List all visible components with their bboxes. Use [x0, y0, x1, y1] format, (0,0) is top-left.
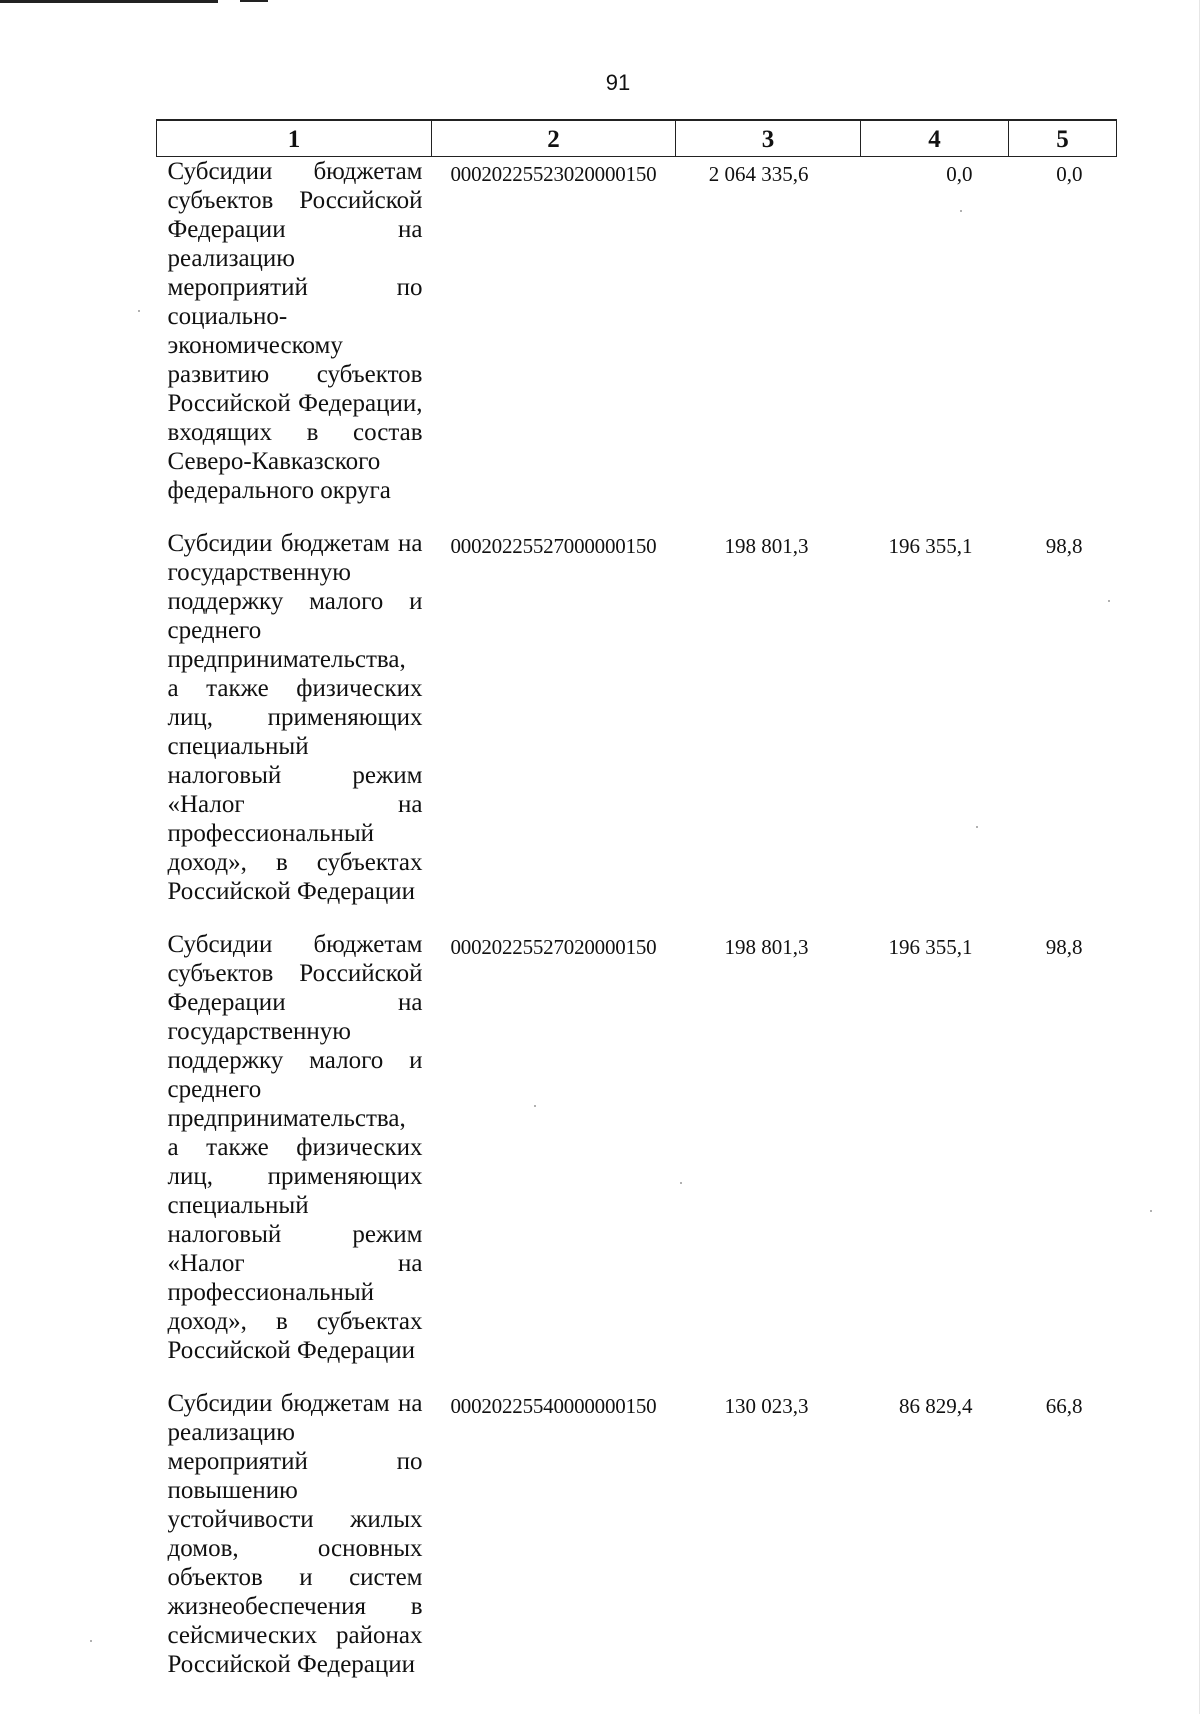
table-row [157, 1389, 1117, 1703]
row-description: Субсидии бюджетам субъектов Российской Федерации на государственную поддержку малого и среднего предпринимательства, а также физических лиц, применяющих специальный налоговый режим «Налог на профессиональный доход», в субъектах Российской Федерации [167, 931, 423, 1364]
row-value-4: 0,0 [946, 162, 973, 186]
table-header-row [157, 120, 1117, 157]
row-code: 00020225540000000150 [450, 1394, 657, 1418]
scan-speck [680, 1182, 682, 1184]
row-description: Субсидии бюджетам субъектов Российской Федерации на реализацию мероприятий по социально-экономическому развитию субъектов Российской Федерации, входящих в состав Северо-Кавказского федерального округа [167, 158, 423, 504]
header-col-4: 4 [861, 120, 1009, 157]
header-col-1: 1 [157, 120, 432, 157]
row-value-4: 86 829,4 [899, 1394, 973, 1418]
table-row [157, 157, 1117, 530]
row-value-5: 98,8 [1045, 935, 1083, 959]
row-description: Субсидии бюджетам на реализацию мероприятий по повышению устойчивости жилых домов, основных объектов и систем жизнеобеспечения в сейсмических районах Российской Федерации [167, 1390, 423, 1678]
row-value-4: 196 355,1 [888, 534, 973, 558]
row-code: 00020225527000000150 [450, 534, 657, 558]
budget-table [156, 119, 1117, 1703]
scan-speck [90, 1640, 92, 1642]
row-value-3: 198 801,3 [724, 935, 809, 959]
scan-speck [960, 210, 962, 212]
row-description: Субсидии бюджетам на государственную поддержку малого и среднего предпринимательства, а также физических лиц, применяющих специальный налоговый режим «Налог на профессиональный доход», в субъектах Российской Федерации [167, 530, 423, 905]
page-number: 91 [605, 70, 631, 95]
scan-speck [1108, 600, 1110, 602]
header-col-2: 2 [432, 120, 676, 157]
row-value-5: 0,0 [1056, 162, 1083, 186]
header-col-3: 3 [676, 120, 861, 157]
header-col-5: 5 [1009, 120, 1117, 157]
table-row [157, 529, 1117, 930]
row-value-3: 2 064 335,6 [708, 162, 809, 186]
scan-edge-mark-short [240, 0, 268, 2]
table-row [157, 930, 1117, 1389]
row-code: 00020225523020000150 [450, 162, 657, 186]
row-code: 00020225527020000150 [450, 935, 657, 959]
row-value-3: 198 801,3 [724, 534, 809, 558]
row-value-4: 196 355,1 [888, 935, 973, 959]
scan-speck [138, 310, 140, 312]
scan-edge-mark [0, 0, 218, 3]
row-value-5: 66,8 [1045, 1394, 1083, 1418]
row-value-5: 98,8 [1045, 534, 1083, 558]
scan-speck [534, 1105, 536, 1107]
row-value-3: 130 023,3 [724, 1394, 809, 1418]
scan-speck [976, 826, 978, 828]
scan-speck [1150, 1210, 1152, 1212]
